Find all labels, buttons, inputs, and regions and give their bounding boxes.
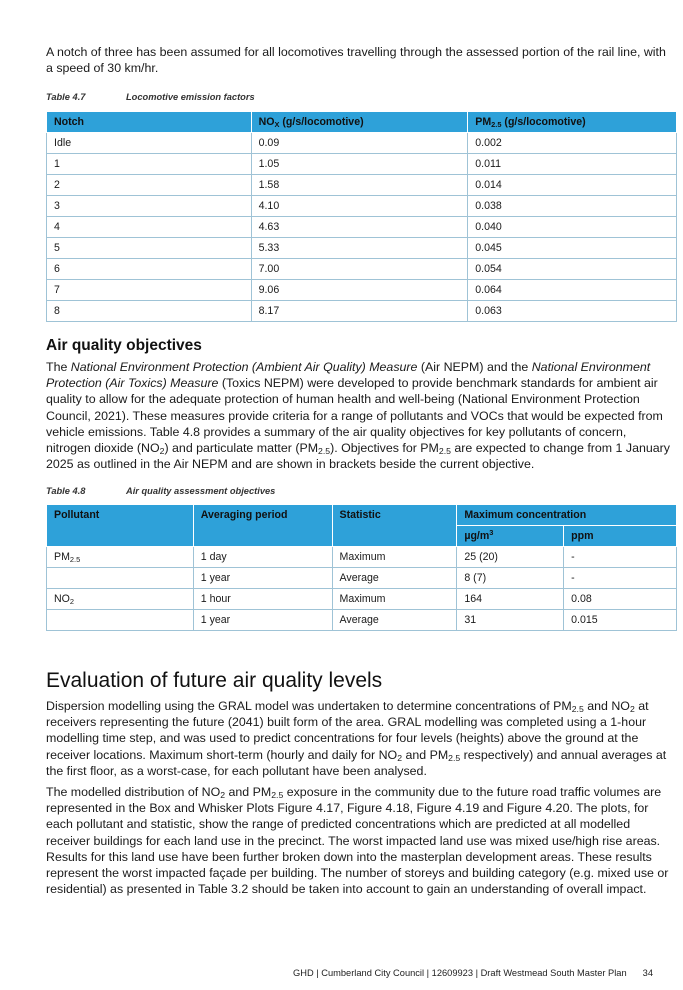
- header-pm25: $PM_{2.5}$ (g/s/locomotive): [468, 112, 677, 133]
- air-quality-objectives-heading: Air quality objectives: [46, 337, 202, 354]
- table-row: [47, 154, 677, 175]
- table-row: [47, 217, 677, 238]
- cell-period: 1 day: [193, 547, 332, 568]
- header-nox: $NO_X$ (g/s/locomotive): [251, 112, 468, 133]
- cell-notch: 8: [47, 301, 252, 322]
- table-row: [47, 547, 677, 568]
- cell-nox: 9.06: [251, 280, 468, 301]
- table-row: [47, 133, 677, 154]
- page-footer: [293, 968, 653, 978]
- cell-pollutant: [47, 568, 194, 589]
- evaluation-paragraph-2: The modelled distribution of $NO_2$ and $PM_{2.5}$ exposure in the community due to the future road traffic volumes are represented in the Box and Whisker Plots Figure 4.17, Figure 4.18, Figure 4.19 and Figure 4.20. The plots, for each pollutant and statistic, show the range of predicted concentrations which are predicted at all modelled receiver buildings for each land use in the precinct. The worst impacted land use was mixed use/high rise areas. Results for this land use have been further broken down into the masterplan development areas. These results represent the worst impacted façade per building. The number of storeys and building category (e.g. mixed use or residential) as presented in Table 3.2 should be taken into account to gain an understanding of overall impact.: [46, 785, 669, 897]
- cell-period: 1 year: [193, 568, 332, 589]
- cell-ppm: 0.08: [564, 589, 677, 610]
- cell-statistic: Maximum: [332, 547, 457, 568]
- table-row: [47, 301, 677, 322]
- header-ppm: ppm: [564, 526, 677, 547]
- cell-nox: 1.58: [251, 175, 468, 196]
- cell-notch: Idle: [47, 133, 252, 154]
- cell-nox: 1.05: [251, 154, 468, 175]
- footer-text: GHD | Cumberland City Council | 12609923 | Draft Westmead South Master Plan: [293, 968, 627, 978]
- cell-pm25: 0.045: [468, 238, 677, 259]
- cell-nox: 4.63: [251, 217, 468, 238]
- cell-pm25: 0.002: [468, 133, 677, 154]
- cell-pm25: 0.038: [468, 196, 677, 217]
- header-pollutant: Pollutant: [47, 505, 194, 547]
- cell-pollutant: $NO_2$: [47, 589, 194, 610]
- cell-pm25: 0.011: [468, 154, 677, 175]
- cell-pollutant: $PM_{2.5}$: [47, 547, 194, 568]
- table-row: [47, 610, 677, 631]
- cell-ugm3: 164: [457, 589, 564, 610]
- caption-title: Locomotive emission factors: [126, 92, 255, 102]
- cell-notch: 3: [47, 196, 252, 217]
- header-ugm3: $\mu g/m^3$: [457, 526, 564, 547]
- evaluation-heading: Evaluation of future air quality levels: [46, 669, 383, 692]
- cell-ppm: -: [564, 568, 677, 589]
- table-row: [47, 589, 677, 610]
- header-notch: Notch: [47, 112, 252, 133]
- cell-nox: 8.17: [251, 301, 468, 322]
- cell-period: 1 year: [193, 610, 332, 631]
- cell-nox: 0.09: [251, 133, 468, 154]
- table-4-7-caption: [46, 92, 255, 102]
- cell-ppm: -: [564, 547, 677, 568]
- intro-paragraph: A notch of three has been assumed for all locomotives travelling through the assessed portion of the rail line, with a speed of 30 km/hr.: [46, 45, 666, 76]
- table-row: [47, 568, 677, 589]
- air-quality-objectives-paragraph: The National Environment Protection (Ambient Air Quality) Measure (Air NEPM) and the National Environment Protection (Air Toxics) Measure (Toxics NEPM) were developed to provide benchmark standards for ambient air quality to allow for the adequate protection of human health and well-being (National Environment Protection Council, 2021). These measures provide criteria for a range of pollutants and VOCs that would be expected from vehicle emissions. Table 4.8 provides a summary of the air quality objectives for key pollutants of concern, nitrogen dioxide $(NO_2)$ and particulate matter $(PM_{2.5})$. Objectives for $PM_{2.5}$ are expected to change from 1 January 2025 as outlined in the Air NEPM and are shown in brackets beside the current objective.: [46, 360, 670, 472]
- table-row: [47, 280, 677, 301]
- cell-pm25: 0.064: [468, 280, 677, 301]
- cell-period: 1 hour: [193, 589, 332, 610]
- table-row: [47, 259, 677, 280]
- cell-pm25: 0.040: [468, 217, 677, 238]
- table-row: [47, 175, 677, 196]
- cell-ugm3: 31: [457, 610, 564, 631]
- cell-pm25: 0.014: [468, 175, 677, 196]
- air-quality-assessment-objectives-table: [46, 504, 677, 631]
- cell-notch: 7: [47, 280, 252, 301]
- cell-notch: 4: [47, 217, 252, 238]
- cell-notch: 5: [47, 238, 252, 259]
- cell-pm25: 0.063: [468, 301, 677, 322]
- cell-ppm: 0.015: [564, 610, 677, 631]
- cell-notch: 1: [47, 154, 252, 175]
- cell-notch: 6: [47, 259, 252, 280]
- table-4-8-caption: [46, 486, 275, 496]
- header-statistic: Statistic: [332, 505, 457, 547]
- cell-statistic: Average: [332, 568, 457, 589]
- cell-nox: 5.33: [251, 238, 468, 259]
- locomotive-emission-factors-table: [46, 111, 677, 322]
- cell-ugm3: 25 (20): [457, 547, 564, 568]
- evaluation-paragraph-1: Dispersion modelling using the GRAL model was undertaken to determine concentrations of $PM_{2.5}$ and $NO_2$ at receivers representing the future (2041) built form of the area. GRAL modelling was completed using a 1-hour modelling time step, and was used to predict concentrations for four levels (heights) above the ground at the receiver locations. Maximum short-term (hourly and daily for $NO_2$ and $PM_{2.5}$ respectively) and annual averages at the first floor, as a worst-case, for each pollutant have been analysed.: [46, 699, 667, 778]
- cell-statistic: Average: [332, 610, 457, 631]
- table-row: [47, 238, 677, 259]
- table-header-row: [47, 112, 677, 133]
- cell-pm25: 0.054: [468, 259, 677, 280]
- page-number: 34: [642, 968, 653, 978]
- caption-number: Table 4.8: [46, 486, 86, 496]
- table-header-row: [47, 505, 677, 526]
- header-maximum-concentration: Maximum concentration: [457, 505, 677, 526]
- table-row: [47, 196, 677, 217]
- cell-pollutant: [47, 610, 194, 631]
- cell-nox: 4.10: [251, 196, 468, 217]
- header-averaging-period: Averaging period: [193, 505, 332, 547]
- cell-notch: 2: [47, 175, 252, 196]
- cell-ugm3: 8 (7): [457, 568, 564, 589]
- caption-number: Table 4.7: [46, 92, 86, 102]
- cell-statistic: Maximum: [332, 589, 457, 610]
- caption-title: Air quality assessment objectives: [126, 486, 276, 496]
- cell-nox: 7.00: [251, 259, 468, 280]
